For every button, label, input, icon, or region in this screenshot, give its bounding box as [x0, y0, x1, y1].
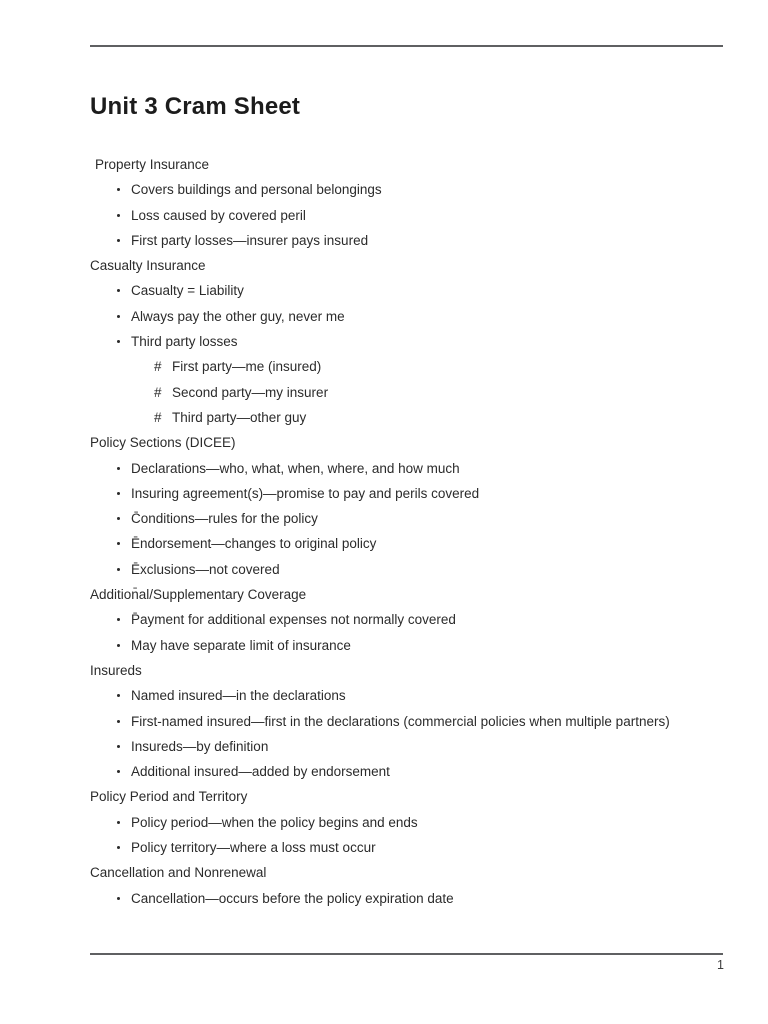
- list-item: [0, 481, 768, 506]
- section-heading-text: Addition̄al/Supplementary Coverage: [90, 587, 307, 603]
- bullet-dot-icon: [117, 720, 120, 723]
- bullet-dot-icon: [117, 846, 120, 849]
- bullet-dot-icon: [117, 239, 120, 242]
- section-heading: [0, 860, 768, 885]
- bullet-dot-icon: [117, 492, 120, 495]
- section-heading-text: Cancellation and Nonrenewal: [90, 865, 267, 881]
- list-item: [0, 304, 768, 329]
- list-item-text: Casualty = Liability: [131, 283, 244, 299]
- section-heading-text: Policy Period and Territory: [90, 789, 248, 805]
- list-item-text: Policy territory—where a loss must occur: [131, 840, 376, 856]
- list-item-text: Loss caused by covered peril: [131, 207, 306, 223]
- hash-marker-icon: #: [154, 359, 162, 375]
- list-item: [0, 734, 768, 759]
- list-item-text: May have separate limit of insurance: [131, 637, 351, 653]
- document-body: [0, 152, 768, 911]
- list-item-text: Covers buildings and personal belongings: [131, 182, 382, 198]
- bullet-dot-icon: [117, 821, 120, 824]
- bullet-dot-icon: [117, 214, 120, 217]
- bullet-dot-icon: [117, 745, 120, 748]
- section-heading-text: Property Insurance: [95, 157, 210, 172]
- page-number: 1: [717, 958, 724, 972]
- list-item-text: Ēndorsement—changes to original policy: [131, 536, 377, 552]
- list-item: [0, 506, 768, 531]
- list-item-text: Insureds—by definition: [131, 738, 269, 754]
- list-item-text: C̄onditions—rules for the policy: [131, 511, 318, 527]
- bullet-dot-icon: [117, 568, 120, 571]
- list-item-text: First-named insured—first in the declarations (commercial policies when multiple partners): [131, 713, 670, 729]
- list-item: [0, 228, 768, 253]
- sub-list-item: [0, 380, 768, 405]
- list-item-text: Third party losses: [131, 334, 238, 350]
- section-heading: [0, 784, 768, 809]
- list-item: [0, 329, 768, 354]
- bullet-dot-icon: [117, 467, 120, 470]
- list-item: [0, 177, 768, 202]
- section-heading-text: Policy Sections (DICEE): [90, 435, 236, 451]
- page-title: Unit 3 Cram Sheet: [90, 93, 301, 120]
- section-heading: [0, 430, 768, 455]
- list-item-text: Always pay the other guy, never me: [131, 308, 345, 324]
- list-item: [0, 633, 768, 658]
- list-item: [0, 557, 768, 582]
- bullet-dot-icon: [117, 644, 120, 647]
- sub-list-item: [0, 405, 768, 430]
- list-item: [0, 456, 768, 481]
- sub-list-item: [0, 354, 768, 379]
- header-rule: [90, 45, 723, 47]
- list-item-text: P̄ayment for additional expenses not normally covered: [131, 612, 456, 628]
- list-item: [0, 835, 768, 860]
- list-item: [0, 607, 768, 632]
- hash-marker-icon: #: [154, 409, 162, 425]
- list-item: [0, 683, 768, 708]
- section-heading: [0, 152, 768, 177]
- list-item-text: First party losses—insurer pays insured: [131, 232, 369, 248]
- list-item-text: Insuring agreement(s)—promise to pay and perils covered: [131, 485, 480, 501]
- list-item-text: First party—me (insured): [172, 359, 322, 375]
- list-item: [0, 810, 768, 835]
- list-item: [0, 886, 768, 911]
- list-item-text: Named insured—in the declarations: [131, 688, 346, 704]
- section-heading: [0, 253, 768, 278]
- list-item-text: Ēxclusions—not covered: [131, 561, 280, 577]
- list-item: [0, 759, 768, 784]
- list-item-text: Additional insured—added by endorsement: [131, 764, 390, 780]
- list-item-text: Policy period—when the policy begins and ends: [131, 814, 418, 830]
- bullet-dot-icon: [117, 897, 120, 900]
- hash-marker-icon: #: [154, 384, 162, 400]
- section-heading-text: Casualty Insurance: [90, 258, 206, 274]
- section-heading: [0, 658, 768, 683]
- section-heading: [0, 582, 768, 607]
- list-item: [0, 531, 768, 556]
- list-item-text: Declarations—who, what, when, where, and how much: [131, 460, 460, 476]
- list-item-text: Second party—my insurer: [172, 384, 329, 400]
- bullet-dot-icon: [117, 315, 120, 318]
- section-heading-text: Insureds: [90, 662, 142, 678]
- list-item: [0, 709, 768, 734]
- footer-rule: [90, 953, 723, 955]
- list-item-text: Third party—other guy: [172, 409, 307, 425]
- list-item: [0, 203, 768, 228]
- list-item: [0, 278, 768, 303]
- list-item-text: Cancellation—occurs before the policy expiration date: [131, 890, 454, 906]
